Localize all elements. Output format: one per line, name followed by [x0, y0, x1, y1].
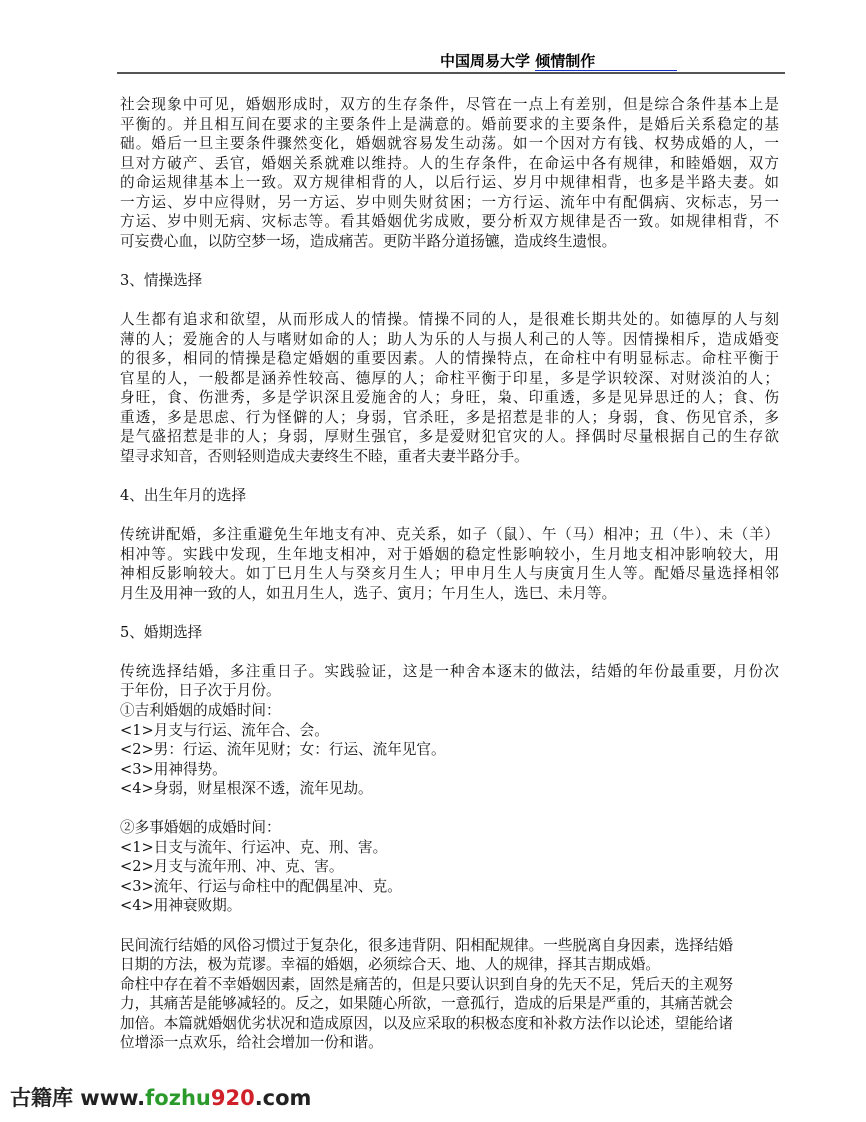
- text-line: ①吉利婚姻的成婚时间：: [120, 701, 281, 719]
- text-line: 方运、岁中则无病、灾标志等。看其婚姻优劣成败，要分析双方规律是否一致。如规律相背，不: [120, 213, 779, 231]
- blank-line: [120, 251, 779, 271]
- paragraph: [120, 310, 779, 466]
- text-line: 力，其痛苦是能够减轻的。反之，如果随心所欲，一意孤行，造成的后果是严重的，其痛苦就会: [120, 995, 733, 1013]
- text-line: 命柱中存在着不幸婚姻因素，固然是痛苦的，但是只要认识到自身的先天不足，凭后天的主观努: [120, 975, 733, 993]
- text-line: 传统选择结婚，多注重日子。实践验证，这是一种舍本逐末的做法，结婚的年份最重要，月份次: [120, 662, 779, 680]
- text-line: 位增添一点欢乐，给社会增加一份和谐。: [120, 1034, 383, 1052]
- text-line: 的命运规律基本上一致。双方规律相背的人，以后行运、岁月中规律相背，也多是半路夫妻。如: [120, 174, 779, 192]
- text-line: 相冲等。实践中发现，生年地支相冲，对于婚姻的稳定性影响较小，生月地支相冲影响较大，用: [120, 545, 779, 563]
- text-line: 身旺，食、伤泄秀，多是学识深且爱施舍的人；身旺，枭、印重透，多是见异思迁的人；食、伤: [120, 389, 779, 407]
- paragraph: [120, 662, 779, 799]
- text-line: 可妄费心血，以防空梦一场，造成痛苦。更防半路分道扬镳，造成终生遗恨。: [120, 232, 617, 250]
- footer-prefix: 古籍库 www.: [10, 1086, 146, 1110]
- text-line: 薄的人；爱施舍的人与嗜财如命的人；助人为乐的人与损人利己的人等。因情操相斥，造成婚变: [120, 330, 779, 348]
- footer-watermark: [10, 1082, 311, 1112]
- text-line: 民间流行结婚的风俗习惯过于复杂化，很多违背阴、阳相配规律。一些脱离自身因素，选择结婚: [120, 936, 733, 954]
- text-line: 重透，多是思虑、行为怪僻的人；身弱，官杀旺，多是招惹是非的人；身弱，食、伤见官杀，多: [120, 408, 779, 426]
- text-line: <4>身弱，财星根深不透，流年见劫。: [120, 780, 373, 798]
- blank-line: [120, 916, 779, 936]
- text-line: 础。婚后一旦主要条件骤然变化，婚姻就容易发生动荡。如一个因对方有钱、权势成婚的人，一: [120, 135, 779, 153]
- blank-line: [120, 642, 779, 662]
- text-line: <2>男：行运、流年见财；女：行运、流年见官。: [120, 741, 446, 759]
- text-line: 一方运、岁中应得财，另一方运、岁中则失财贫困；一方行运、流年中有配偶病、灾标志，另一: [120, 193, 779, 211]
- blank-line: [120, 603, 779, 623]
- paragraph: [120, 936, 779, 1053]
- paragraph: [120, 525, 779, 603]
- heading-text: 5、婚期选择: [120, 623, 203, 641]
- text-line: 是气盛招惹是非的人；身弱，厚财生强官，多是爱财犯官灾的人。择偶时尽量根据自己的生存欲: [120, 428, 779, 446]
- section-heading: [120, 623, 779, 643]
- section-heading: [120, 271, 779, 291]
- blank-line: [120, 505, 779, 525]
- text-line: 神相反影响较大。如丁巳月生人与癸亥月生人；甲申月生人与庚寅月生人等。配婚尽量选择相邻: [120, 565, 779, 583]
- text-line: ②多事婚姻的成婚时间：: [120, 819, 281, 837]
- text-line: <3>用神得势。: [120, 760, 227, 778]
- text-line: 于年份，日子次于月份。: [120, 682, 281, 700]
- blank-line: [120, 466, 779, 486]
- text-line: <2>月支与流年刑、冲、克、害。: [120, 858, 344, 876]
- paragraph: [120, 818, 779, 916]
- blank-line: [120, 290, 779, 310]
- heading-text: 4、出生年月的选择: [120, 486, 247, 504]
- text-line: 社会现象中可见，婚姻形成时，双方的生存条件，尽管在一点上有差别，但是综合条件基本上是: [120, 96, 779, 113]
- text-line: 旦对方破产、丢官，婚姻关系就难以维持。人的生存条件，在命运中各有规律，和睦婚姻，双方: [120, 154, 779, 172]
- text-line: 加倍。本篇就婚姻优劣状况和造成原因，以及应采取的积极态度和补救方法作以论述，望能给诸: [120, 1014, 733, 1032]
- blank-line: [120, 799, 779, 819]
- text-line: 人生都有追求和欲望，从而形成人的情操。情操不同的人，是很难长期共处的。如德厚的人与刻: [120, 311, 779, 329]
- document-body: [120, 95, 779, 1053]
- text-line: 日期的方法，极为荒谬。幸福的婚姻，必须综合天、地、人的规律，择其吉期成婚。: [120, 956, 660, 974]
- text-line: 月生及用神一致的人，如丑月生人，选子、寅月；午月生人，选巳、未月等。: [120, 584, 617, 602]
- heading-text: 3、情操选择: [120, 271, 203, 289]
- section-heading: [120, 486, 779, 506]
- text-line: 平衡的。并且相互间在要求的主要条件上是满意的。婚前要求的主要条件，是婚后关系稳定的基: [120, 115, 779, 133]
- footer-red: 920: [210, 1086, 255, 1110]
- text-line: <1>日支与流年、行运冲、克、刑、害。: [120, 838, 388, 856]
- page-header: [440, 50, 677, 71]
- paragraph: [120, 95, 779, 251]
- footer-green: fozhu: [145, 1086, 211, 1110]
- header-author: 倾情制作: [535, 52, 677, 71]
- text-line: <3>流年、行运与命柱中的配偶星冲、克。: [120, 877, 402, 895]
- text-line: 的很多，相同的情操是稳定婚姻的重要因素。人的情操特点，在命柱中有明显标志。命柱平衡于: [120, 350, 779, 368]
- text-line: <1>月支与行运、流年合、会。: [120, 721, 329, 739]
- header-org: 中国周易大学: [440, 52, 536, 70]
- footer-suffix: .com: [254, 1086, 312, 1110]
- text-line: <4>用神衰败期。: [120, 897, 242, 915]
- header-rule: [117, 72, 785, 74]
- text-line: 望寻求知音，否则轻则造成夫妻终生不睦，重者夫妻半路分手。: [120, 447, 529, 465]
- text-line: 传统讲配婚，多注重避免生年地支有冲、克关系，如子（鼠）、午（马）相冲；丑（牛）、未（羊）: [120, 526, 779, 544]
- text-line: 官星的人，一般都是涵养性较高、德厚的人；命柱平衡于印星，多是学识较深、对财淡泊的人；: [120, 369, 779, 387]
